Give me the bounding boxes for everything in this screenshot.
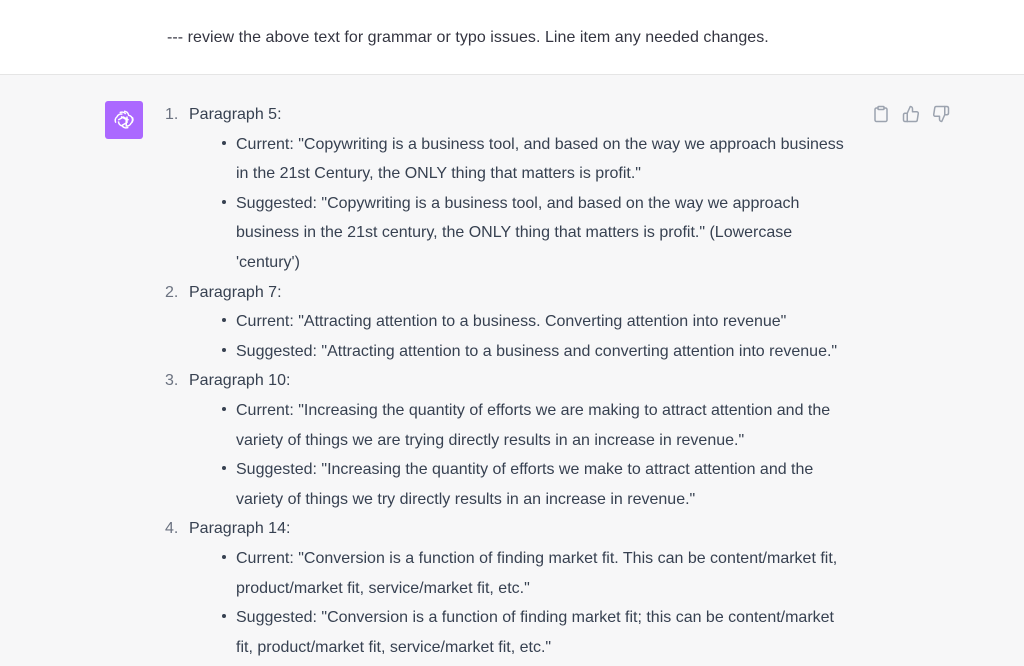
thumbs-up-icon[interactable] (902, 105, 920, 123)
suggestion-list (165, 100, 855, 662)
item-number: 2. (165, 283, 179, 301)
paragraph-label: Paragraph 7: (189, 283, 282, 301)
message-actions (872, 105, 950, 123)
suggestion-item (165, 100, 855, 278)
paragraph-label: Paragraph 14: (189, 520, 291, 538)
current-text: Current: "Attracting attention to a business. Converting attention into revenue" (212, 307, 855, 337)
change-list (189, 307, 855, 366)
current-text: Current: "Conversion is a function of finding market fit. This can be content/market fit, product/market fit, service/market fit, etc." (212, 544, 855, 603)
paragraph-label: Paragraph 5: (189, 106, 282, 123)
suggested-text: Suggested: "Increasing the quantity of efforts we make to attract attention and the variety of things we try directly results in an increase in revenue." (212, 455, 855, 514)
assistant-message-row (0, 75, 1024, 666)
suggested-text: Suggested: "Conversion is a function of finding market fit; this can be content/market fit, product/market fit, service/market fit, etc." (212, 603, 855, 662)
item-number: 1. (165, 106, 179, 123)
suggestion-item (165, 514, 855, 662)
suggested-text: Suggested: "Attracting attention to a business and converting attention into revenue." (212, 337, 855, 367)
paragraph-label: Paragraph 10: (189, 372, 291, 390)
change-list (189, 130, 855, 278)
assistant-message-content (165, 100, 855, 662)
suggestion-item (165, 278, 855, 367)
user-message-text: --- review the above text for grammar or typo issues. Line item any needed changes. (167, 29, 769, 46)
change-list (189, 396, 855, 514)
suggestion-item (165, 366, 855, 514)
current-text: Current: "Copywriting is a business tool, and based on the way we approach business in the 21st Century, the ONLY thing that matters is profit." (212, 130, 855, 189)
change-list (189, 544, 855, 662)
suggested-text: Suggested: "Copywriting is a business tool, and based on the way we approach business in the 21st century, the ONLY thing that matters is profit." (Lowercase 'century') (212, 189, 855, 278)
clipboard-icon[interactable] (872, 105, 890, 123)
thumbs-down-icon[interactable] (932, 105, 950, 123)
user-message-row (0, 0, 1024, 75)
current-text: Current: "Increasing the quantity of efforts we are making to attract attention and the variety of things we are trying directly results in an increase in revenue." (212, 396, 855, 455)
item-number: 3. (165, 372, 179, 390)
item-number: 4. (165, 520, 179, 538)
openai-logo-icon (105, 101, 143, 139)
